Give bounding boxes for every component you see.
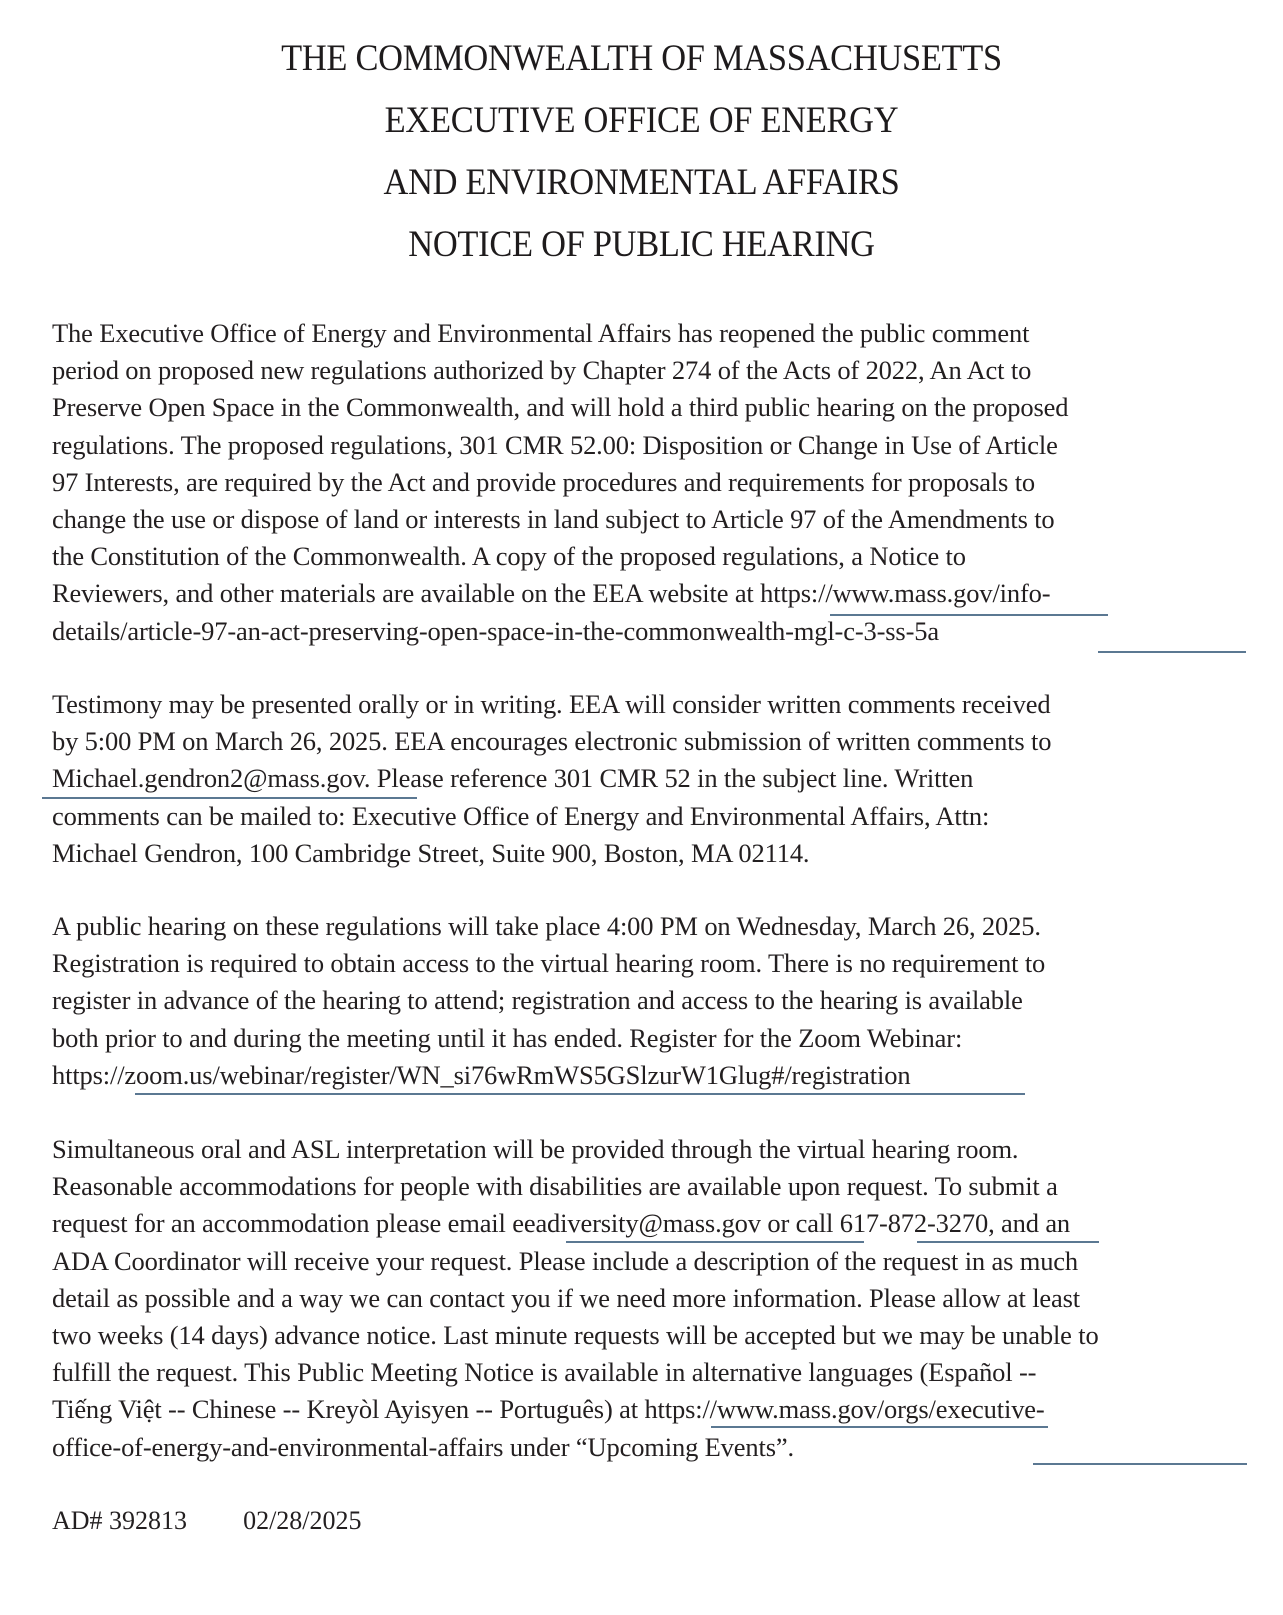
header-executive-office: EXECUTIVE OFFICE OF ENERGY: [384, 100, 899, 141]
ada-phone-link[interactable]: 617-872-3270,: [839, 1208, 995, 1239]
link-underline: [917, 1241, 1099, 1243]
link-underline: [1098, 651, 1246, 653]
paragraph-testimony: [52, 686, 1252, 872]
text-line: A public hearing on these regulations will take place 4:00 PM on Wednesday, March 26, 2025.: [52, 911, 1041, 941]
link-underline: [1033, 1463, 1247, 1465]
comment-email-link[interactable]: Michael.gendron2@mass.gov.: [52, 763, 371, 794]
text-line: comments can be mailed to: Executive Office of Energy and Environmental Affairs, Attn:: [52, 800, 990, 831]
text-fragment: Reviewers, and other materials are available on the EEA website at: [52, 578, 761, 609]
text-line: Preserve Open Space in the Commonwealth, and will hold a third public hearing on the proposed: [52, 392, 1069, 423]
text-line: register in advance of the hearing to attend; registration and access to the hearing is available: [52, 985, 1023, 1016]
eeadiversity-email-link[interactable]: eeadiversity@mass.gov: [512, 1208, 761, 1239]
text-line: Registration is required to obtain access to the virtual hearing room. There is no requirement to: [52, 948, 1046, 979]
ad-number: AD# 392813: [52, 1506, 188, 1535]
text-line: both prior to and during the meeting until it has ended. Register for the Zoom Webinar:: [52, 1022, 963, 1053]
text-line: the Constitution of the Commonwealth. A copy of the proposed regulations, a Notice to: [52, 541, 966, 572]
eea-article97-link[interactable]: https://www.mass.gov/info-: [760, 578, 1051, 609]
notice-date: 02/28/2025: [243, 1506, 362, 1535]
text-line: [52, 760, 1252, 797]
header-notice-title: NOTICE OF PUBLIC HEARING: [408, 224, 875, 265]
eea-article97-link-continued[interactable]: details/article-97-an-act-preserving-open-space-in-the-commonwealth-mgl-c-3-ss-5a: [52, 615, 939, 646]
notice-header: [0, 28, 1283, 276]
text-line: 97 Interests, are required by the Act and provide procedures and requirements for proposals to: [52, 466, 1036, 497]
text-line: period on proposed new regulations authorized by Chapter 274 of the Acts of 2022, An Act to: [52, 355, 1032, 386]
text-line: by 5:00 PM on March 26, 2025. EEA encourages electronic submission of written comments to: [52, 726, 1052, 757]
link-underline: [42, 797, 417, 799]
link-underline: [135, 1093, 1025, 1095]
text-line: regulations. The proposed regulations, 301 CMR 52.00: Disposition or Change in Use of Article: [52, 429, 1058, 460]
text-fragment: and an: [994, 1208, 1071, 1239]
text-line: [52, 1205, 1252, 1242]
notice-footer: [52, 1504, 362, 1538]
link-underline: [830, 614, 1108, 616]
paragraph-accommodation: [52, 1131, 1252, 1466]
text-line: ADA Coordinator will receive your request. Please include a description of the request in as much: [52, 1245, 1079, 1276]
text-line: fulfill the request. This Public Meeting Notice is available in alternative languages (Español --: [52, 1357, 1037, 1388]
text-line: Reasonable accommodations for people with disabilities are available upon request. To submit a: [52, 1171, 1058, 1202]
text-line: two weeks (14 days) advance notice. Last minute requests will be accepted but we may be unable to: [52, 1319, 1099, 1350]
text-line: Simultaneous oral and ASL interpretation will be provided through the virtual hearing room.: [52, 1134, 1019, 1164]
header-environmental-affairs: AND ENVIRONMENTAL AFFAIRS: [383, 162, 900, 203]
text-line: change the use or dispose of land or interests in land subject to Article 97 of the Amendments to: [52, 503, 1055, 534]
paragraph-intro: [52, 315, 1252, 650]
eea-orgs-link[interactable]: https://www.mass.gov/orgs/executive-: [644, 1394, 1045, 1425]
paragraph-hearing: [52, 908, 1252, 1094]
text-line: Testimony may be presented orally or in writing. EEA will consider written comments received: [52, 689, 1051, 719]
text-fragment: request for an accommodation please email: [52, 1208, 513, 1239]
text-line: Michael Gendron, 100 Cambridge Street, Suite 900, Boston, MA 02114.: [52, 837, 810, 868]
text-fragment: Tiếng Việt -- Chinese -- Kreyòl Ayisyen -- Português) at: [52, 1394, 645, 1425]
zoom-registration-link[interactable]: https://zoom.us/webinar/register/WN_si76wRmWS5GSlzurW1Glug#/registration: [52, 1059, 911, 1090]
text-fragment: Please reference 301 CMR 52 in the subject line. Written: [370, 763, 974, 794]
text-line: [52, 1391, 1252, 1428]
eea-orgs-link-continued[interactable]: office-of-energy-and-environmental-affairs under “Upcoming Events”.: [52, 1431, 794, 1462]
text-line: [52, 575, 1252, 612]
link-underline: [566, 1241, 864, 1243]
header-commonwealth: THE COMMONWEALTH OF MASSACHUSETTS: [281, 38, 1002, 79]
text-fragment: or call: [760, 1208, 840, 1239]
text-line: detail as possible and a way we can contact you if we need more information. Please allow at least: [52, 1282, 1081, 1313]
link-underline: [711, 1426, 1048, 1428]
text-line: The Executive Office of Energy and Environmental Affairs has reopened the public comment: [52, 318, 1030, 348]
